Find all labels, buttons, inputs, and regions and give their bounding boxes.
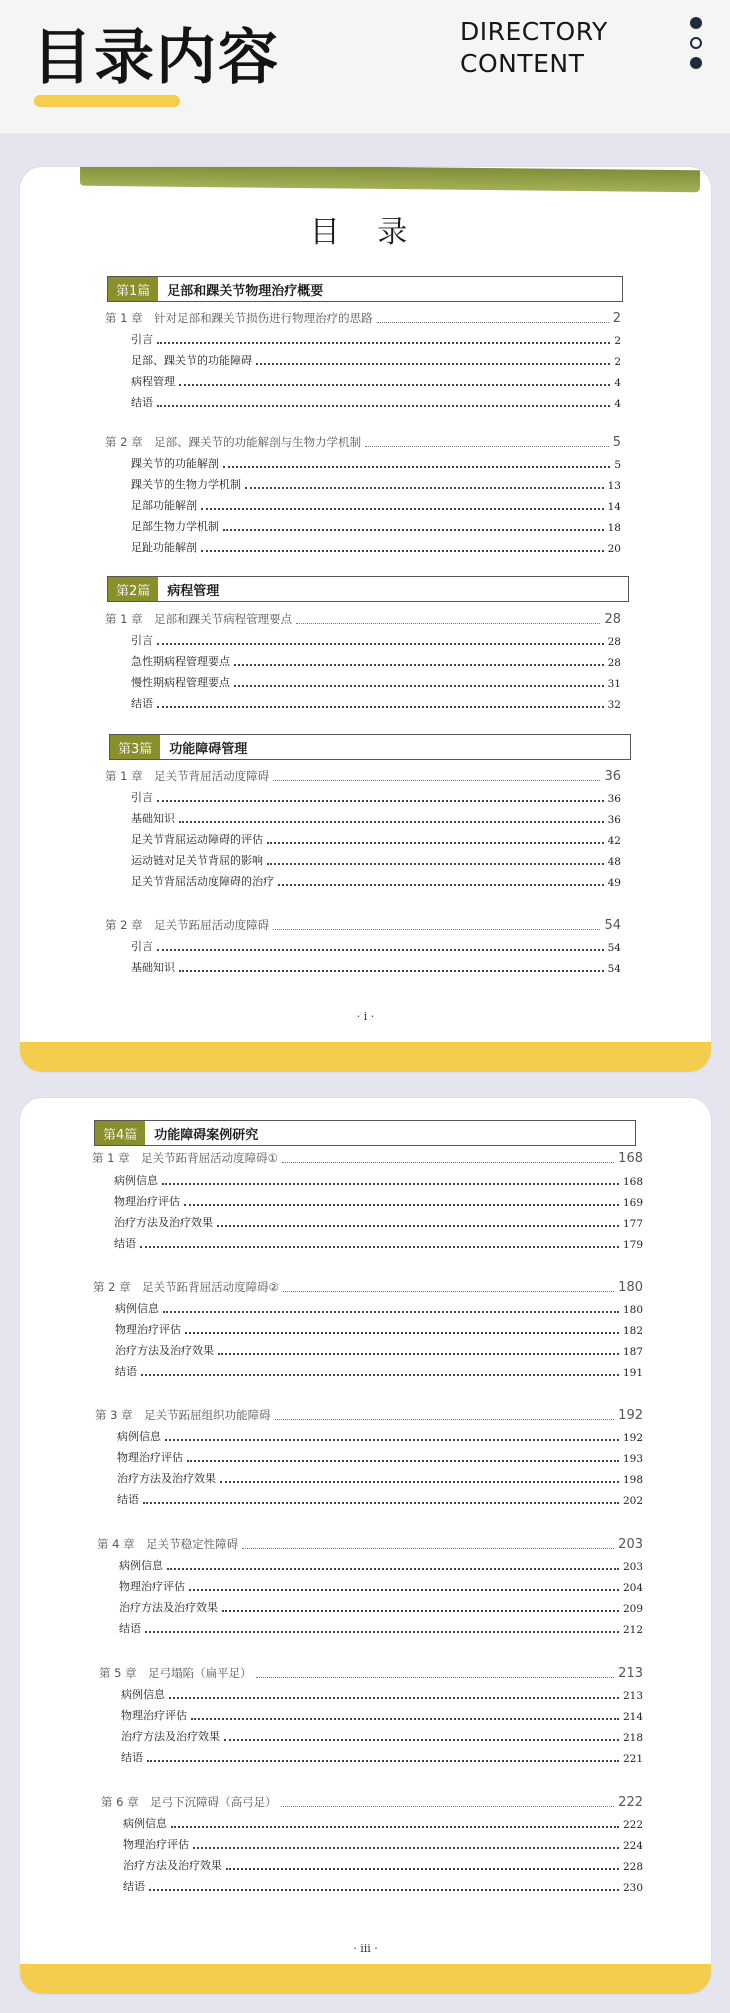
toc-entry-page: 230 [622,1882,643,1894]
toc-entry-label: 结语 [117,1493,139,1506]
dot-leader [193,1847,619,1849]
dot-leader [226,1868,619,1870]
toc-entry-label: 病例信息 [115,1302,159,1315]
toc-entry-page: 4 [614,377,621,389]
toc-entry-label: 病例信息 [117,1430,161,1443]
toc-entry-label: 第 5 章 足弓塌陷（扁平足） [99,1666,252,1680]
toc-chapter-entry [105,434,621,450]
dot-leader [278,884,604,886]
toc-section-entry [114,1214,643,1230]
toc-section-entry [115,1321,643,1337]
toc-entry-label: 病例信息 [123,1817,167,1830]
dot-leader [147,1760,619,1762]
dot-leader [179,970,604,972]
toc-entry-page: 14 [607,501,621,513]
toc-entry-label: 结语 [123,1880,145,1893]
toc-entry-page: 168 [618,1151,643,1166]
toc-section-entry [117,1491,643,1507]
toc-entry-label: 治疗方法及治疗效果 [123,1859,222,1872]
toc-page-card-1 [20,167,711,1072]
toc-entry-label: 踝关节的生物力学机制 [131,478,241,491]
dot-leader [185,1332,619,1334]
toc-entry-page: 169 [622,1197,643,1209]
toc-entry-label: 第 6 章 足弓下沉障碍（高弓足） [101,1795,277,1809]
toc-entry-label: 基础知识 [131,961,175,974]
toc-section-entry [131,653,621,669]
dot-leader [163,1311,619,1313]
toc-entry-label: 第 2 章 足关节跖背屈活动度障碍② [93,1280,279,1294]
toc-entry-page: 2 [612,311,621,326]
toc-entry-label: 足部、踝关节的功能障碍 [131,354,252,367]
toc-entry-page: 177 [622,1218,643,1230]
dot-leader [157,706,604,708]
toc-section-entry [119,1578,643,1594]
part-heading [107,276,623,302]
toc-entry-page: 214 [622,1711,643,1723]
toc-section-entry [131,394,621,410]
toc-entry-page: 222 [618,1795,643,1810]
toc-entry-page: 204 [622,1582,643,1594]
toc-chapter-entry [105,768,621,784]
toc-chapter-entry [101,1794,643,1810]
dot-leader [218,1353,619,1355]
toc-entry-label: 第 2 章 足部、踝关节的功能解剖与生物力学机制 [105,435,362,449]
toc-entry-label: 物理治疗评估 [117,1451,183,1464]
dot-leader [245,487,604,489]
toc-entry-page: 20 [607,543,621,555]
toc-entry-label: 物理治疗评估 [123,1838,189,1851]
page-number: · iii · [353,1942,378,1955]
part-number: 第4篇 [95,1121,145,1145]
page-title: 目录内容 [32,23,280,93]
dot-leader [256,1677,615,1678]
toc-entry-page: 42 [607,835,621,847]
toc-entry-page: 224 [622,1840,643,1852]
toc-entry-label: 慢性期病程管理要点 [131,676,230,689]
dot-leader [377,322,609,323]
toc-section-entry [131,695,621,711]
toc-section-entry [119,1620,643,1636]
toc-section-entry [117,1428,643,1444]
toc-entry-page: 36 [607,814,621,826]
dot-leader [187,1460,619,1462]
toc-entry-page: 221 [622,1753,643,1765]
toc-entry-page: 2 [614,356,621,368]
dot-leader [184,1204,619,1206]
dot-leader [273,780,600,781]
title-underline [34,95,180,107]
dot-filled-icon [690,57,702,69]
toc-entry-label: 病例信息 [121,1688,165,1701]
toc-section-entry [114,1235,643,1251]
dot-leader [201,550,604,552]
dot-leader [149,1889,619,1891]
dot-leader [143,1502,619,1504]
dot-leader [267,842,604,844]
toc-entry-label: 踝关节的功能解剖 [131,457,219,470]
dot-leader [281,1806,615,1807]
toc-entry-label: 足趾功能解剖 [131,541,197,554]
subtitle-line-1: DIRECTORY [460,17,608,46]
dot-leader [140,1246,619,1248]
dot-leader [242,1548,614,1549]
part-title: 功能障碍案例研究 [154,1127,259,1143]
toc-section-entry [131,674,621,690]
toc-entry-page: 213 [618,1666,643,1681]
dot-leader [201,508,604,510]
toc-entry-label: 结语 [121,1751,143,1764]
toc-chapter-entry [93,1279,643,1295]
part-number: 第3篇 [110,735,160,759]
toc-section-entry [123,1857,643,1873]
toc-entry-page: 228 [622,1861,643,1873]
toc-section-entry [131,476,621,492]
card-bottom-bar [20,1964,711,1994]
toc-entry-page: 48 [607,856,621,868]
toc-section-entry [121,1707,643,1723]
card-bottom-bar [20,1042,711,1072]
toc-entry-page: 18 [607,522,621,534]
toc-chapter-entry [97,1536,643,1552]
toc-section-entry [131,959,621,975]
toc-entry-page: 168 [622,1176,643,1188]
toc-section-entry [123,1836,643,1852]
toc-entry-label: 足部生物力学机制 [131,520,219,533]
dot-leader [141,1374,619,1376]
page-subtitle [460,16,608,80]
toc-entry-page: 192 [622,1432,643,1444]
part-heading [107,576,629,602]
dot-leader [220,1481,619,1483]
toc-heading: 目 录 [309,215,422,250]
toc-entry-label: 足部功能解剖 [131,499,197,512]
toc-section-entry [119,1557,643,1573]
toc-section-entry [121,1686,643,1702]
toc-entry-page: 218 [622,1732,643,1744]
part-title: 功能障碍管理 [169,741,248,757]
toc-entry-page: 192 [618,1408,643,1423]
toc-chapter-entry [92,1150,643,1166]
toc-section-entry [119,1599,643,1615]
toc-entry-label: 结语 [131,396,153,409]
toc-section-entry [131,852,621,868]
dot-leader [223,466,610,468]
toc-entry-page: 5 [612,435,621,450]
toc-entry-page: 13 [607,480,621,492]
toc-entry-page: 31 [607,678,621,690]
toc-entry-label: 足关节背屈运动障碍的评估 [131,833,263,846]
subtitle-line-2: CONTENT [460,49,585,78]
toc-entry-page: 180 [618,1280,643,1295]
toc-entry-label: 物理治疗评估 [121,1709,187,1722]
page-number: · i · [356,1010,375,1023]
dot-leader [275,1419,615,1420]
dot-leader [217,1225,619,1227]
toc-section-entry [117,1470,643,1486]
toc-section-entry [131,831,621,847]
toc-chapter-entry [95,1407,643,1423]
toc-entry-label: 结语 [119,1622,141,1635]
toc-entry-label: 病程管理 [131,375,175,388]
toc-section-entry [131,331,621,347]
toc-entry-label: 急性期病程管理要点 [131,655,230,668]
toc-entry-label: 第 1 章 针对足部和踝关节损伤进行物理治疗的思路 [105,311,373,325]
dot-leader [223,529,604,531]
toc-entry-label: 物理治疗评估 [119,1580,185,1593]
toc-section-entry [114,1172,643,1188]
toc-entry-page: 28 [607,636,621,648]
dot-leader [273,929,600,930]
toc-entry-label: 物理治疗评估 [114,1195,180,1208]
part-heading [94,1120,636,1146]
toc-section-entry [131,938,621,954]
toc-entry-label: 物理治疗评估 [115,1323,181,1336]
dot-leader [267,863,604,865]
book-spine-strip [80,167,700,192]
toc-entry-page: 209 [622,1603,643,1615]
dot-leader [145,1631,619,1633]
toc-section-entry [121,1749,643,1765]
toc-entry-page: 36 [607,793,621,805]
toc-entry-page: 212 [622,1624,643,1636]
toc-section-entry [131,789,621,805]
toc-page-card-2 [20,1098,711,1994]
toc-entry-page: 198 [622,1474,643,1486]
dot-filled-icon [690,17,702,29]
toc-entry-page: 4 [614,398,621,410]
dot-hollow-icon [690,37,702,49]
toc-entry-page: 193 [622,1453,643,1465]
toc-entry-page: 32 [607,699,621,711]
dot-leader [171,1826,619,1828]
toc-entry-page: 179 [622,1239,643,1251]
toc-section-entry [131,632,621,648]
toc-entry-label: 基础知识 [131,812,175,825]
toc-entry-page: 54 [604,918,621,933]
toc-entry-label: 第 2 章 足关节跖屈活动度障碍 [105,918,270,932]
toc-entry-label: 治疗方法及治疗效果 [115,1344,214,1357]
dot-leader [234,664,604,666]
dot-leader [224,1739,619,1741]
toc-entry-page: 28 [604,612,621,627]
dot-leader [179,384,610,386]
toc-entry-page: 191 [622,1367,643,1379]
toc-entry-label: 第 4 章 足关节稳定性障碍 [97,1537,239,1551]
toc-section-entry [117,1449,643,1465]
toc-entry-label: 治疗方法及治疗效果 [117,1472,216,1485]
page-header [0,0,730,133]
dot-leader [157,949,604,951]
toc-section-entry [131,810,621,826]
toc-entry-label: 引言 [131,634,153,647]
dot-leader [179,821,604,823]
toc-chapter-entry [105,310,621,326]
dot-leader [296,623,600,624]
part-title: 足部和踝关节物理治疗概要 [167,283,324,299]
dot-leader [157,643,604,645]
dot-leader [282,1162,614,1163]
toc-entry-label: 第 1 章 足关节跖背屈活动度障碍① [92,1151,278,1165]
toc-section-entry [131,455,621,471]
dot-leader [157,342,610,344]
toc-entry-label: 病例信息 [119,1559,163,1572]
dot-leader [234,685,604,687]
toc-entry-page: 54 [607,963,621,975]
toc-entry-page: 180 [622,1304,643,1316]
toc-entry-page: 28 [607,657,621,669]
toc-section-entry [131,352,621,368]
toc-entry-label: 引言 [131,791,153,804]
toc-entry-label: 结语 [131,697,153,710]
toc-section-entry [115,1363,643,1379]
part-heading [109,734,631,760]
toc-entry-label: 足关节背屈活动度障碍的治疗 [131,875,274,888]
toc-entry-label: 引言 [131,940,153,953]
toc-section-entry [123,1878,643,1894]
toc-entry-label: 第 3 章 足关节跖屈组织功能障碍 [95,1408,271,1422]
toc-entry-page: 182 [622,1325,643,1337]
dot-leader [365,446,609,447]
toc-section-entry [123,1815,643,1831]
toc-entry-label: 第 1 章 足部和踝关节病程管理要点 [105,612,293,626]
toc-entry-label: 运动链对足关节背屈的影响 [131,854,263,867]
toc-section-entry [114,1193,643,1209]
toc-section-entry [121,1728,643,1744]
toc-section-entry [131,873,621,889]
toc-entry-page: 203 [618,1537,643,1552]
toc-entry-page: 213 [622,1690,643,1702]
toc-entry-label: 第 1 章 足关节背屈活动度障碍 [105,769,270,783]
toc-section-entry [131,497,621,513]
toc-section-entry [131,539,621,555]
toc-entry-page: 54 [607,942,621,954]
toc-entry-page: 5 [614,459,621,471]
toc-section-entry [131,518,621,534]
dot-leader [165,1439,619,1441]
toc-entry-page: 36 [604,769,621,784]
toc-entry-label: 治疗方法及治疗效果 [119,1601,218,1614]
part-number: 第2篇 [108,577,158,601]
toc-entry-label: 结语 [114,1237,136,1250]
dot-leader [222,1610,619,1612]
toc-entry-page: 2 [614,335,621,347]
toc-entry-label: 治疗方法及治疗效果 [114,1216,213,1229]
dot-leader [169,1697,619,1699]
toc-chapter-entry [105,611,621,627]
dot-leader [189,1589,619,1591]
decorative-dots [688,17,704,77]
toc-chapter-entry [99,1665,643,1681]
dot-leader [167,1568,619,1570]
dot-leader [162,1183,619,1185]
toc-entry-page: 222 [622,1819,643,1831]
toc-entry-label: 病例信息 [114,1174,158,1187]
toc-section-entry [131,373,621,389]
toc-entry-page: 49 [607,877,621,889]
dot-leader [157,405,610,407]
dot-leader [256,363,610,365]
toc-entry-label: 引言 [131,333,153,346]
toc-chapter-entry [105,917,621,933]
toc-entry-page: 187 [622,1346,643,1358]
toc-section-entry [115,1342,643,1358]
toc-entry-page: 202 [622,1495,643,1507]
toc-section-entry [115,1300,643,1316]
dot-leader [191,1718,619,1720]
toc-entry-label: 结语 [115,1365,137,1378]
part-number: 第1篇 [108,277,158,301]
dot-leader [283,1291,614,1292]
toc-entry-page: 203 [622,1561,643,1573]
toc-entry-label: 治疗方法及治疗效果 [121,1730,220,1743]
dot-leader [157,800,604,802]
part-title: 病程管理 [167,583,220,599]
